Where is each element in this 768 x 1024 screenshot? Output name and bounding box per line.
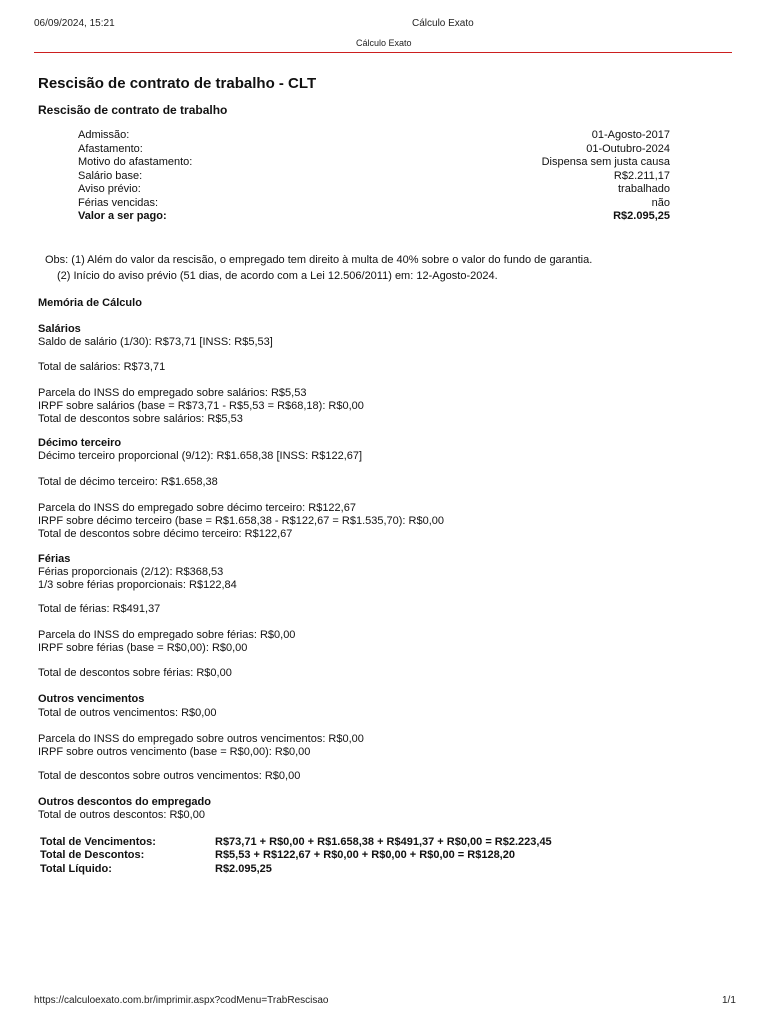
calc-line: Décimo terceiro proporcional (9/12): R$1.658,38 [INSS: R$122,67] [38,450,363,462]
total-descontos-value: R$5,53 + R$122,67 + R$0,00 + R$0,00 + R$0,00 = R$128,20 [215,849,515,861]
summary-row-admissao [78,129,670,143]
calc-line: Saldo de salário (1/30): R$73,71 [INSS: R$5,53] [38,336,273,348]
section-heading-ferias: Férias [38,553,71,565]
calc-line: Total de férias: R$491,37 [38,603,161,615]
memoria-heading: Memória de Cálculo [38,297,142,309]
print-datetime: 06/09/2024, 15:21 [34,18,115,29]
summary-row-valor [78,210,670,224]
total-liquido-label: Total Líquido: [40,863,112,875]
total-liquido-value: R$2.095,25 [215,863,272,875]
summary-heading: Rescisão de contrato de trabalho [38,103,228,117]
section-heading-salarios: Salários [38,323,81,335]
calc-line: Parcela do INSS do empregado sobre salários: R$5,53 [38,387,307,399]
calc-line: Parcela do INSS do empregado sobre décimo terceiro: R$122,67 [38,502,356,514]
footer-url[interactable]: https://calculoexato.com.br/imprimir.aspx?codMenu=TrabRescisao [34,995,329,1006]
summary-label: Valor a ser pago: [78,210,167,222]
calc-line: Total de outros vencimentos: R$0,00 [38,707,217,719]
section-heading-outros-vencimentos: Outros vencimentos [38,693,145,705]
summary-value: 01-Agosto-2017 [591,129,670,141]
summary-row-ferias [78,197,670,211]
calc-line: IRPF sobre décimo terceiro (base = R$1.658,38 - R$122,67 = R$1.535,70): R$0,00 [38,515,445,527]
summary-label: Férias vencidas: [78,196,159,209]
calc-line: IRPF sobre férias (base = R$0,00): R$0,00 [38,642,248,654]
summary-value: R$2.211,17 [613,169,670,182]
summary-label: Salário base: [78,169,143,182]
calc-line: Total de descontos sobre férias: R$0,00 [38,667,232,679]
header-divider [34,52,732,53]
summary-value: R$2.095,25 [613,210,670,222]
section-heading-decimo: Décimo terceiro [38,437,122,449]
calc-line: Total de descontos sobre salários: R$5,53 [38,413,243,425]
calc-line: Férias proporcionais (2/12): R$368,53 [38,566,224,578]
summary-label: Afastamento: [78,142,143,155]
page-subtitle: Cálculo Exato [356,38,412,48]
summary-value: trabalhado [618,183,670,195]
obs-line-1: Obs: (1) Além do valor da rescisão, o empregado tem direito à multa de 40% sobre o valor do fundo de garantia. [45,254,593,266]
summary-value: não [651,196,670,209]
summary-label: Motivo do afastamento: [78,156,193,168]
calc-line: Total de descontos sobre outros vencimentos: R$0,00 [38,770,301,782]
print-title: Cálculo Exato [412,18,474,29]
calc-line: Total de outros descontos: R$0,00 [38,809,205,821]
summary-row-afastamento [78,143,670,157]
page-title: Rescisão de contrato de trabalho - CLT [38,75,317,92]
section-heading-outros-descontos: Outros descontos do empregado [38,796,211,808]
summary-row-motivo [78,156,670,170]
footer-page-number: 1/1 [722,995,736,1006]
calc-line: Total de descontos sobre décimo terceiro: R$122,67 [38,528,293,540]
calc-line: IRPF sobre outros vencimento (base = R$0,00): R$0,00 [38,746,311,758]
total-vencimentos-value: R$73,71 + R$0,00 + R$1.658,38 + R$491,37 + R$0,00 = R$2.223,45 [215,836,552,848]
calc-line: 1/3 sobre férias proporcionais: R$122,84 [38,579,237,591]
summary-value: 01-Outubro-2024 [586,142,670,155]
summary-value: Dispensa sem justa causa [541,156,670,168]
calc-line: Parcela do INSS do empregado sobre férias: R$0,00 [38,629,296,641]
calc-line: Total de salários: R$73,71 [38,361,166,373]
calc-line: Parcela do INSS do empregado sobre outros vencimentos: R$0,00 [38,733,364,745]
summary-label: Aviso prévio: [78,183,141,195]
summary-row-salario [78,170,670,184]
summary-row-aviso [78,183,670,197]
summary-label: Admissão: [78,129,130,141]
calc-line: IRPF sobre salários (base = R$73,71 - R$5,53 = R$68,18): R$0,00 [38,400,364,412]
total-descontos-label: Total de Descontos: [40,849,145,861]
total-vencimentos-label: Total de Vencimentos: [40,836,156,848]
obs-line-2: (2) Início do aviso prévio (51 dias, de acordo com a Lei 12.506/2011) em: 12-Agosto-2024. [57,270,498,282]
calc-line: Total de décimo terceiro: R$1.658,38 [38,476,218,488]
